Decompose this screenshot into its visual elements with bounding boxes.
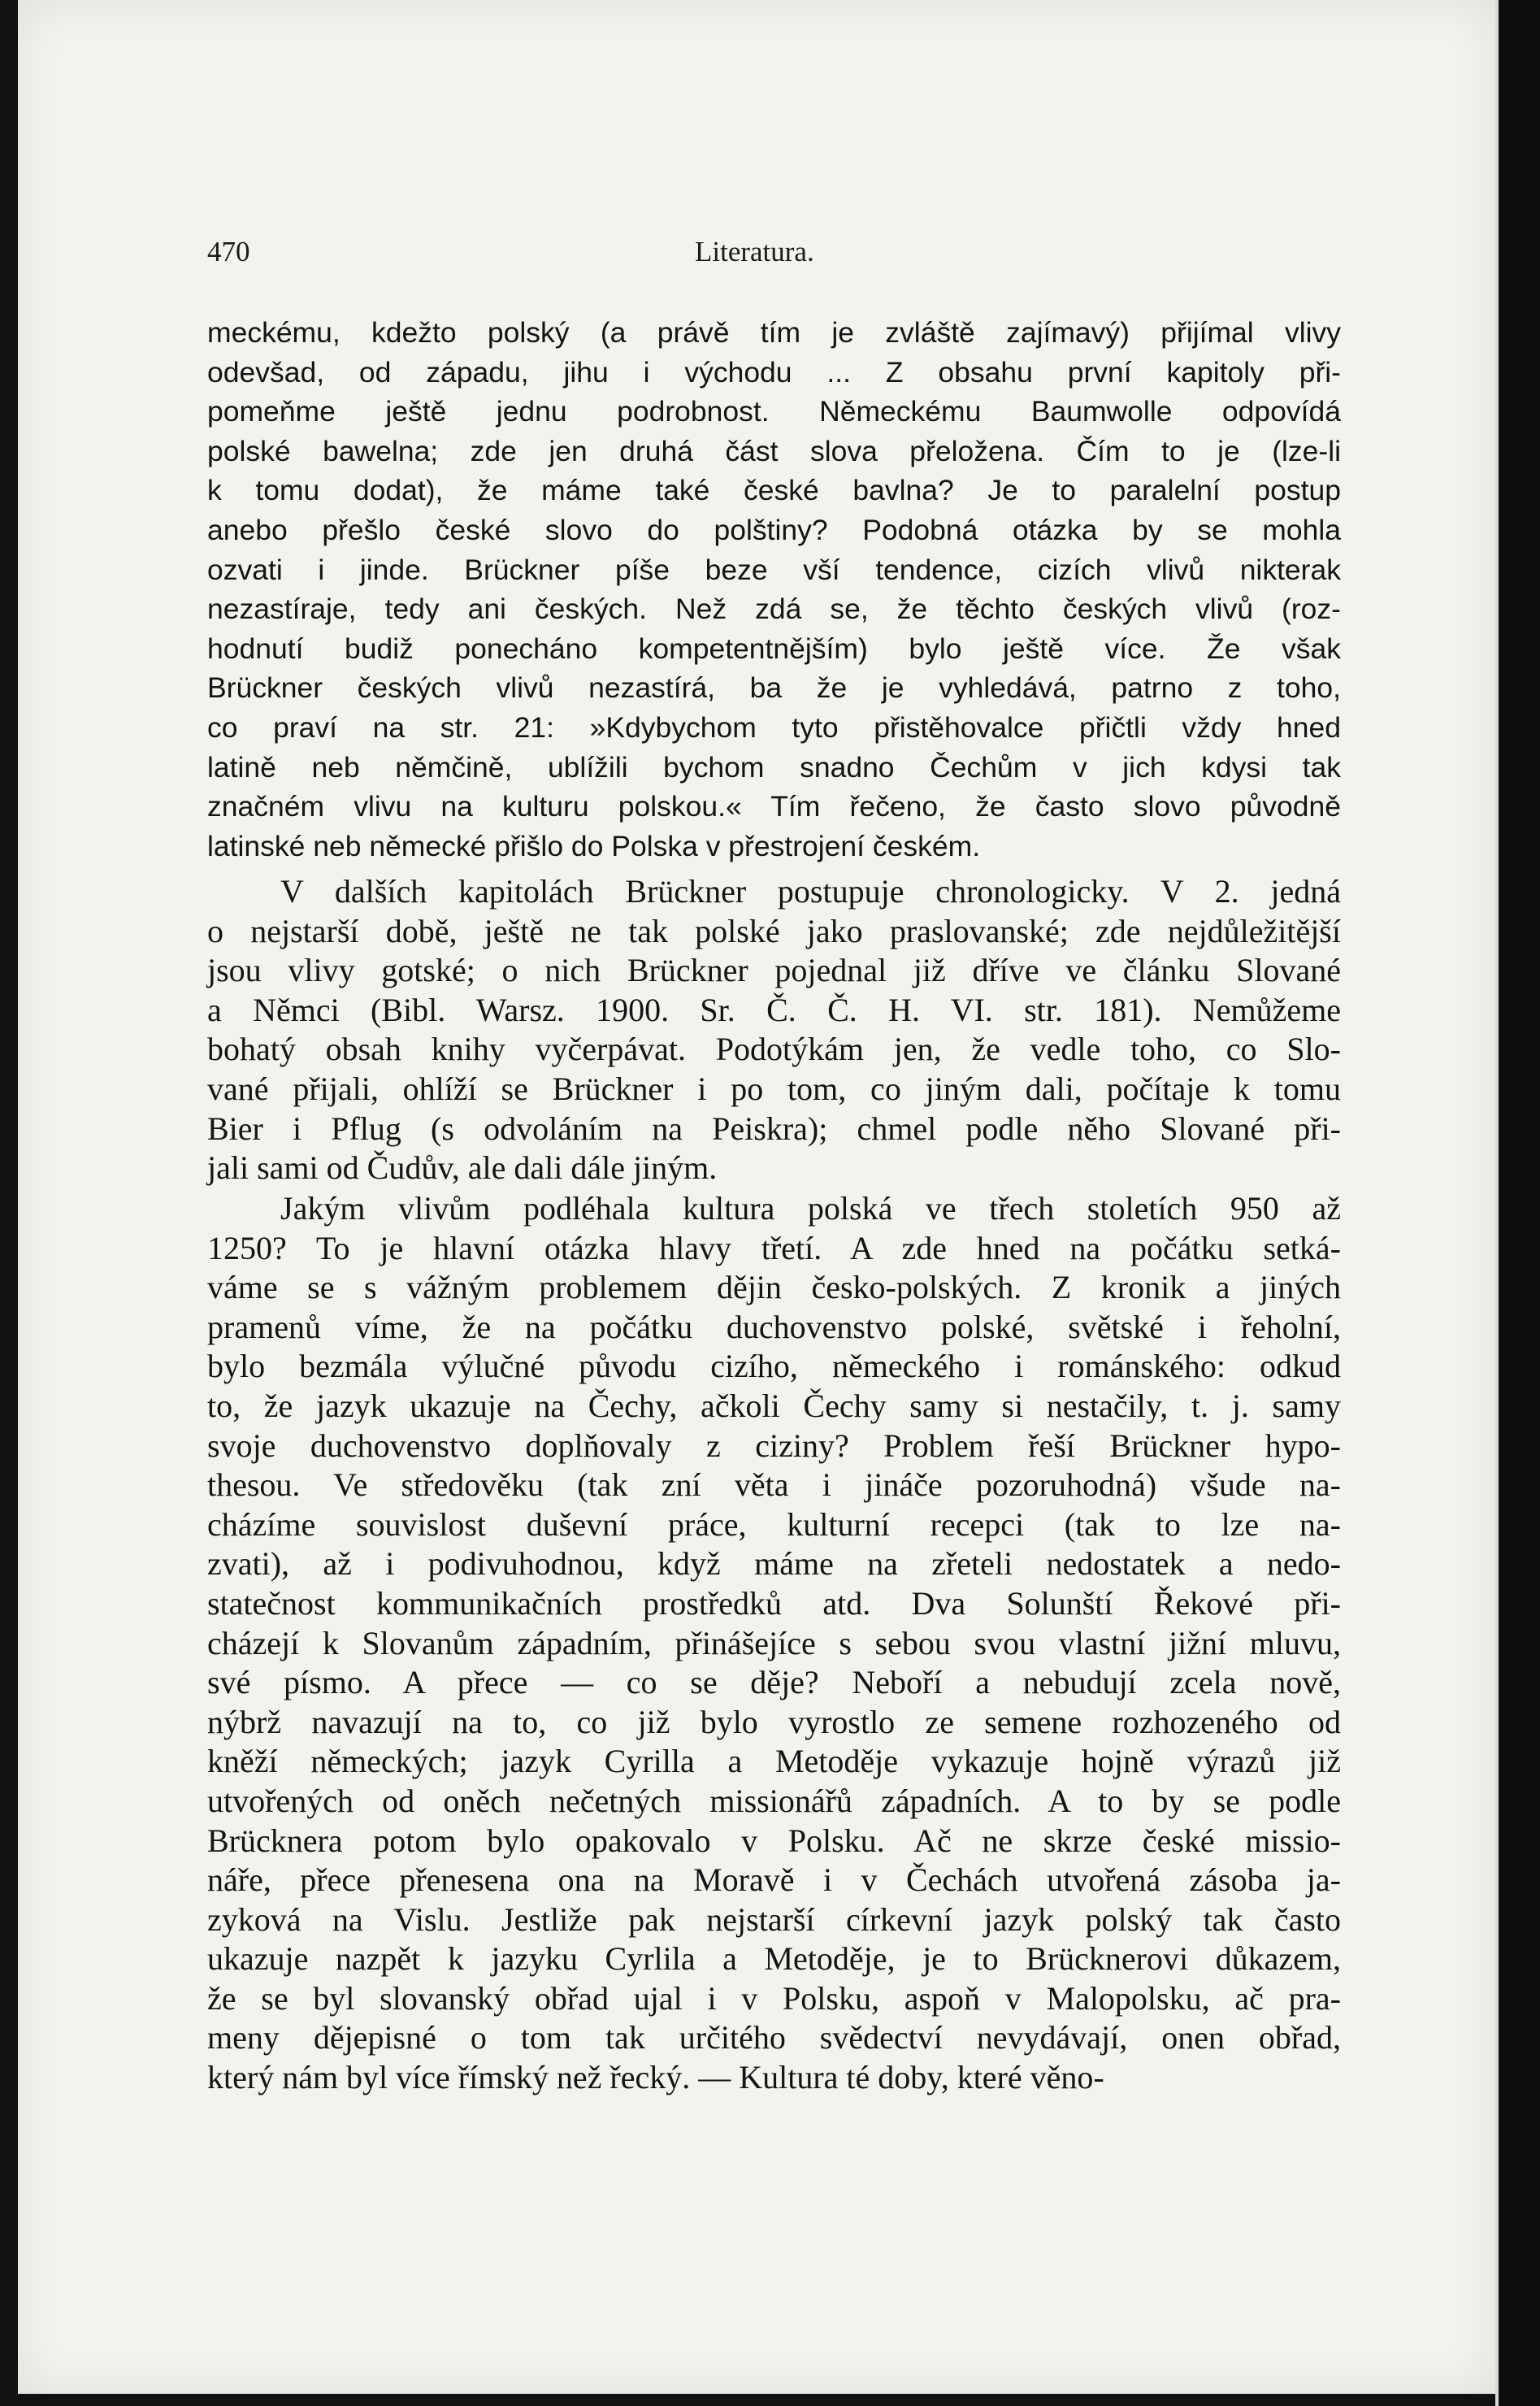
text-line: své písmo. A přece — co se děje? Neboří a nebudují zcela nově, xyxy=(207,1664,1341,1701)
text-line: odevšad, od západu, jihu i východu ... Z obsahu první kapitoly při- xyxy=(207,355,1341,389)
text-line: pomeňme ještě jednu podrobnost. Německému Baumwolle odpovídá xyxy=(207,395,1341,428)
text-line: latinské neb německé přišlo do Polska v přestrojení českém. xyxy=(207,829,981,862)
text-line: o nejstarší době, ještě ne tak polské jako praslovanské; zde nejdůležitější xyxy=(207,912,1341,949)
text-line: zyková na Vislu. Jestliže pak nejstarší církevní jazyk polský tak často xyxy=(207,1900,1341,1938)
text-line: nezastíraje, tedy ani českých. Než zdá se, že těchto českých vlivů (roz- xyxy=(207,593,1341,626)
text-line: zvati), až i podivuhodnou, když máme na zřeteli nedostatek a nedo- xyxy=(207,1545,1341,1583)
text-line: statečnost kommunikačních prostředků atd. Dva Solunští Řekové při- xyxy=(207,1584,1341,1622)
text-line: k tomu dodat), že máme také české bavlna? Je to paralelní postup xyxy=(207,474,1341,507)
text-line: 1250? To je hlavní otázka hlavy třetí. A zde hned na počátku setká- xyxy=(207,1229,1341,1266)
text-line: váme se s vážným problemem dějin česko-polských. Z kronik a jiných xyxy=(207,1269,1341,1306)
text-line: pramenů víme, že na počátku duchovenstvo polské, světské i řeholní, xyxy=(207,1308,1341,1345)
text-line: značném vlivu na kulturu polskou.« Tím řečeno, že často slovo původně xyxy=(207,790,1341,823)
text-line: nýbrž navazují na to, co již bylo vyrostlo ze semene rozhozeného od xyxy=(207,1703,1341,1740)
paragraph-2 xyxy=(207,872,1341,1188)
text-line: svoje duchovenstvo doplňovaly z ciziny? Problem řeší Brückner hypo- xyxy=(207,1427,1341,1464)
text-line: anebo přešlo české slovo do polštiny? Podobná otázka by se mohla xyxy=(207,513,1341,546)
text-line: Brückner českých vlivů nezastírá, ba že je vyhledává, patrno z toho, xyxy=(207,671,1341,705)
text-line: ukazuje nazpět k jazyku Cyrlila a Metoděje, je to Brücknerovi důkazem, xyxy=(207,1940,1341,1978)
text-line: který nám byl více římský než řecký. — Kultura té doby, které věno- xyxy=(207,2059,1104,2096)
text-line: V dalších kapitolách Brückner postupuje chronologicky. V 2. jedná xyxy=(280,873,1341,910)
text-line: ozvati i jinde. Brückner píše beze vší tendence, cizích vlivů nikterak xyxy=(207,553,1341,586)
text-line: že se byl slovanský obřad ujal i v Polsku, aspoň v Malopolsku, ač pra- xyxy=(207,1979,1341,2017)
text-line: cházíme souvislost duševní práce, kulturní recepci (tak to lze na- xyxy=(207,1505,1341,1543)
text-line: vané přijali, ohlíží se Brückner i po tom, co jiným dali, počítaje k tomu xyxy=(207,1070,1341,1107)
text-line: jsou vlivy gotské; o nich Brückner pojednal již dříve ve článku Slované xyxy=(207,952,1341,989)
text-line: meckému, kdežto polský (a právě tím je zvláště zajímavý) přijímal vlivy xyxy=(207,316,1341,349)
text-line: bylo bezmála výlučné původu cizího, německého i románského: odkud xyxy=(207,1348,1341,1385)
text-line: utvořených od oněch nečetných missionářů západních. A to by se podle xyxy=(207,1782,1341,1819)
text-line: náře, přece přenesena ona na Moravě i v Čechách utvořená zásoba ja- xyxy=(207,1861,1341,1899)
text-line: a Němci (Bibl. Warsz. 1900. Sr. Č. Č. H. VI. str. 181). Nemůžeme xyxy=(207,991,1341,1028)
text-line: Jakým vlivům podléhala kultura polská ve třech stoletích 950 až xyxy=(280,1190,1341,1227)
text-line: bohatý obsah knihy vyčerpávat. Podotýkám jen, že vedle toho, co Slo- xyxy=(207,1031,1341,1068)
page-number: 470 xyxy=(207,236,250,267)
text-line: thesou. Ve středověku (tak zní věta i jináče pozoruhodná) všude na- xyxy=(207,1466,1341,1504)
text-line: cházejí k Slovanům západním, přinášejíce s sebou svou vlastní jižní mluvu, xyxy=(207,1624,1341,1661)
text-line: Bier i Pflug (s odvoláním na Peiskra); chmel podle něho Slované při- xyxy=(207,1110,1341,1147)
text-line: jali sami od Čudův, ale dali dále jiným. xyxy=(207,1149,718,1187)
text-line: Brücknera potom bylo opakovalo v Polsku. Ač ne skrze české missio- xyxy=(207,1822,1341,1859)
running-title: Literatura. xyxy=(695,236,814,267)
text-line: to, že jazyk ukazuje na Čechy, ačkoli Čechy samy si nestačily, t. j. samy xyxy=(207,1387,1341,1424)
text-line: polské bawelna; zde jen druhá část slova přeložena. Čím to je (lze-li xyxy=(207,434,1341,467)
page-edge xyxy=(1495,0,1499,2406)
paragraph-3 xyxy=(207,1189,1341,2098)
scan-border xyxy=(1499,0,1540,2406)
text-line: hodnutí budiž ponecháno kompetentnějším) bylo ještě více. Že však xyxy=(207,632,1341,665)
text-line: co praví na str. 21: »Kdybychom tyto přistěhovalce přičtli vždy hned xyxy=(207,710,1341,744)
text-line: kněží německých; jazyk Cyrilla a Metoděje vykazuje hojně výrazů již xyxy=(207,1743,1341,1780)
text-line: meny dějepisné o tom tak určitého svědectví nevydávají, onen obřad, xyxy=(207,2019,1341,2056)
text-line: latině neb němčině, ublížili bychom snadno Čechům v jich kdysi tak xyxy=(207,750,1341,784)
paragraph-1 xyxy=(207,313,1341,866)
